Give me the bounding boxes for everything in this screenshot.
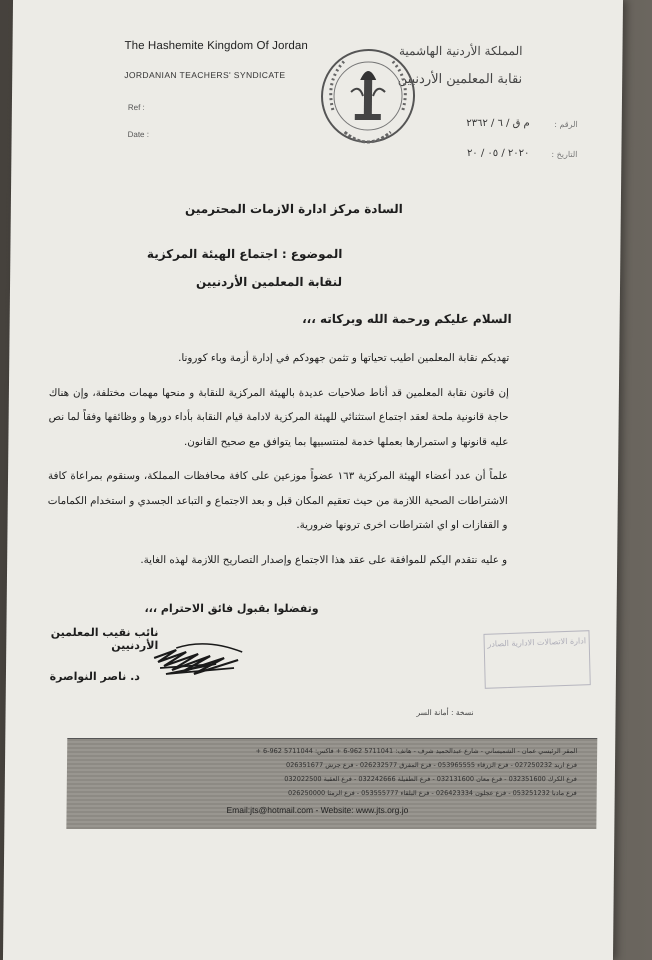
body-paragraph: إن قانون نقابة المعلمين قد أناط صلاحيات عديدة بالهيئة المركزية للنقابة و منحها مهمات مختلفة، وإن هناك حاجة قانونية ملحة لعقد اجتماع استثنائي للهيئة المركزية لادامة قيام النقابة بأداء دورها و وظائفها وفقاً لما نص عليه قانونها و استمرارها بعملها خدمة لمنتسبيها بما يتوافق مع صحيح القانون.: [48, 386, 509, 448]
handwritten-signature: [146, 628, 267, 688]
body-paragraph: علماً أن عدد أعضاء الهيئة المركزية ١٦٣ عضواً موزعين على كافة محافظات المملكة، وسنقوم بمراعاة كافة الاشتراطات الصحية اللازمة من حيث تعقيم المكان قبل و بعد الاجتماع و التباعد الجسدي و استخدام الكمامات و القفازات او اي اشتراطات اخرى ترونها ضرورية.: [47, 470, 509, 531]
body-paragraph: تهديكم نقابة المعلمين اطيب تحياتها و تثمن جهودكم في إدارة أزمة وباء كورونا.: [178, 352, 510, 364]
letter-page: [3, 0, 623, 960]
date-label-arabic: التاريخ :: [551, 150, 578, 159]
body-paragraph: و عليه نتقدم اليكم للموافقة على عقد هذا الاجتماع وإصدار التصاريح اللازمة لهذه الغاية.: [140, 553, 508, 566]
footer-branches-line: فرع اربد 027250232 - فرع الزرقاء 053965555 - فرع المفرق 026232577 - فرع جرش 026351677: [285, 761, 578, 769]
footer-address-line: المقر الرئيسي عمان - الشميساني - شارع عبدالحميد شرف - هاتف: 5711041 962-6 + فاكس: 5711044 962-6 +: [255, 747, 578, 755]
date-label-english: Date :: [127, 130, 150, 139]
footer-branches-line: فرع الكرك 032351600 - فرع معان 032131600 - فرع الطفيلة 032242666 - فرع العقبة 032022500: [284, 775, 577, 783]
footer-band: [66, 738, 597, 829]
syndicate-logo: [314, 40, 421, 160]
ref-label-english: Ref :: [127, 103, 145, 112]
reference-number: م ق / ٦ / ٢٣٦٢: [466, 118, 530, 129]
greeting: السلام عليكم ورحمة الله وبركاته ،،،: [302, 312, 512, 326]
subject-line-2: لنقابة المعلمين الأردنيين: [196, 275, 343, 289]
footer-contact: Email:jts@hotmail.com - Website: www.jts.org.jo: [226, 805, 409, 815]
header-english-subtitle: JORDANIAN TEACHERS' SYNDICATE: [124, 70, 286, 80]
header-english-title: The Hashemite Kingdom Of Jordan: [124, 40, 308, 52]
received-stamp: ادارة الاتصالات الادارية الصادر: [483, 630, 590, 689]
subject: [147, 240, 343, 296]
closing: وتفضلوا بقبول فائق الاحترام ،،،: [144, 602, 319, 615]
ref-label-arabic: الرقم :: [554, 120, 578, 129]
signer-name: د. ناصر النواصرة: [49, 670, 141, 683]
header-arabic-subtitle: نقابة المعلمين الأردنيين: [397, 72, 523, 87]
letter-body: [47, 346, 509, 582]
copy-to-note: نسخة : أمانة السر: [416, 708, 474, 717]
letter-date: ٢٠٢٠ / ٠٥ / ٢٠: [466, 148, 530, 159]
addressee: السادة مركز ادارة الازمات المحترمين: [184, 202, 403, 216]
header-arabic-title: المملكة الأردنية الهاشمية: [398, 44, 523, 58]
subject-line-1: الموضوع : اجتماع الهيئة المركزية: [146, 247, 343, 261]
footer-branches-line: فرع مادبا 053251232 - فرع عجلون 026423334 - فرع البلقاء 053555777 - فرع الرمثا 026250000: [287, 789, 577, 797]
signer-title: نائب نقيب المعلمين الأردنيين: [50, 626, 159, 652]
